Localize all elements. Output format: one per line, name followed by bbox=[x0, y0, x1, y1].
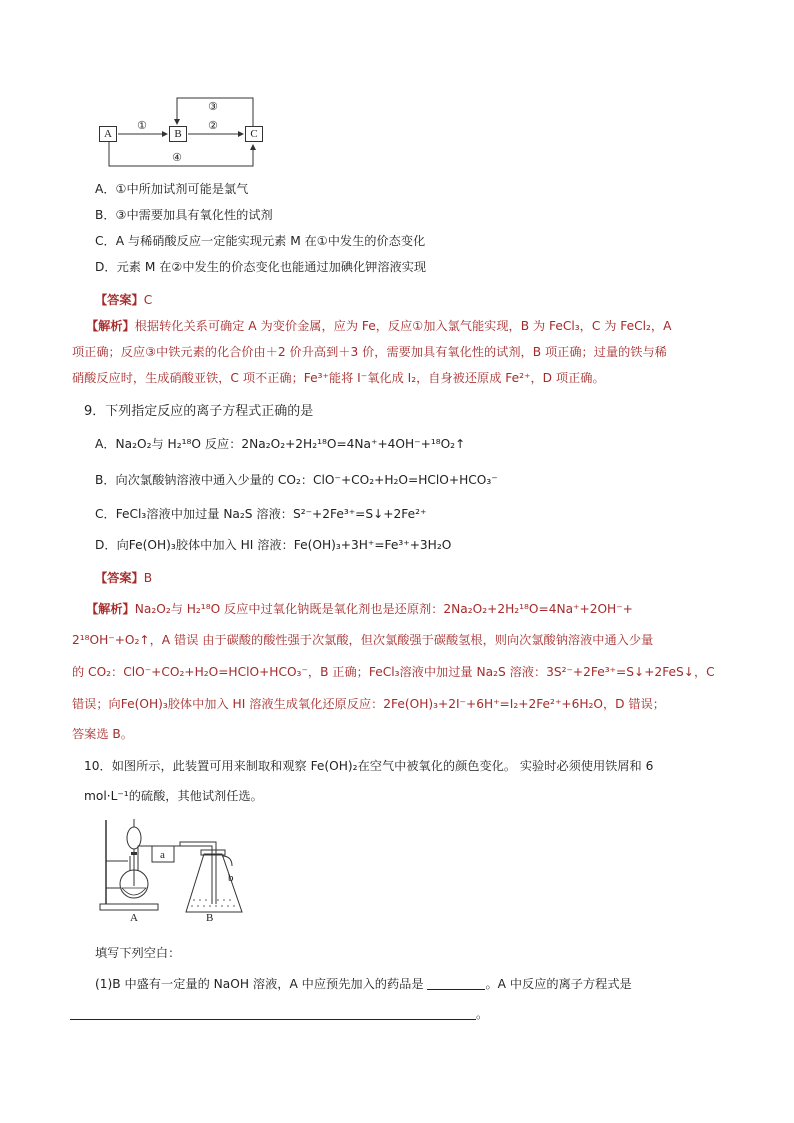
answer-blank[interactable] bbox=[427, 977, 485, 990]
q8-analysis-line1 bbox=[86, 318, 671, 334]
arrow-label-2: ② bbox=[208, 119, 218, 132]
answer-value: C bbox=[143, 293, 153, 307]
q8-option-d: D．元素 M 在②中发生的价态变化也能通过加碘化钾溶液实现 bbox=[95, 260, 427, 274]
arrow-label-3: ③ bbox=[208, 100, 218, 113]
end-mark: 。 bbox=[476, 1007, 489, 1021]
q8-option-b: B．③中需要加具有氧化性的试剂 bbox=[95, 208, 273, 222]
q10-fill-instruction: 填写下列空白： bbox=[95, 946, 181, 960]
sub1-after: 。A 中反应的离子方程式是 bbox=[485, 977, 632, 991]
arrow-label-1: ① bbox=[137, 119, 147, 132]
q9-analysis-line1 bbox=[86, 601, 633, 617]
label-a-tube: a bbox=[160, 849, 165, 861]
label-b-tube: b bbox=[228, 872, 234, 884]
q8-analysis-line2: 项正确；反应③中铁元素的化合价由＋2 价升高到＋3 价，需要加具有氧化性的试剂，B 项正确；过量的铁与稀 bbox=[72, 345, 667, 359]
q8-answer bbox=[95, 292, 152, 308]
label-flask-b: B bbox=[206, 912, 214, 924]
q9-option-c: C．FeCl₃溶液中加过量 Na₂S 溶液：S²⁻+2Fe³⁺=S↓+2Fe²⁺ bbox=[95, 507, 427, 521]
node-a: A bbox=[99, 126, 117, 142]
analysis-text: Na₂O₂与 H₂¹⁸O 反应中过氧化钠既是氧化剂也是还原剂：2Na₂O₂+2H₂¹⁸O=4Na⁺+2OH⁻+ bbox=[134, 602, 633, 616]
apparatus-drawing bbox=[96, 816, 246, 926]
q10-subquestion-1 bbox=[95, 976, 632, 992]
q9-analysis-line2: 2¹⁸OH⁻+O₂↑，A 错误 由于碳酸的酸性强于次氯酸，但次氯酸强于碳酸氢根，则向次氯酸钠溶液中通入少量 bbox=[72, 633, 654, 647]
answer-tag: 【答案】 bbox=[95, 293, 144, 307]
q8-option-c: C．A 与稀硝酸反应一定能实现元素 M 在①中发生的价态变化 bbox=[95, 234, 426, 248]
q9-analysis-line3: 的 CO₂：ClO⁻+CO₂+H₂O=HClO+HCO₃⁻，B 正确；FeCl₃溶液中加过量 Na₂S 溶液：3S²⁻+2Fe³⁺=S↓+2FeS↓，C bbox=[72, 665, 715, 679]
q10-stem-line2: mol·L⁻¹的硫酸，其他试剂任选。 bbox=[84, 789, 263, 803]
q8-option-a: A．①中所加试剂可能是氯气 bbox=[95, 182, 249, 196]
q9-option-a: A．Na₂O₂与 H₂¹⁸O 反应：2Na₂O₂+2H₂¹⁸O=4Na⁺+4OH⁻+¹⁸O₂↑ bbox=[95, 437, 466, 451]
q9-analysis-line5: 答案选 B。 bbox=[72, 727, 133, 741]
analysis-tag: 【解析】 bbox=[86, 602, 135, 616]
node-c: C bbox=[245, 126, 263, 142]
q9-answer bbox=[95, 570, 152, 586]
label-flask-a: A bbox=[130, 912, 138, 924]
q10-stem-line1: 10．如图所示，此装置可用来制取和观察 Fe(OH)₂在空气中被氧化的颜色变化。 实验时必须使用铁屑和 6 bbox=[84, 759, 654, 773]
answer-value: B bbox=[143, 571, 153, 585]
arrow-label-4: ④ bbox=[172, 151, 182, 164]
answer-tag: 【答案】 bbox=[95, 571, 144, 585]
q9-option-b: B．向次氯酸钠溶液中通入少量的 CO₂：ClO⁻+CO₂+H₂O=HClO+HCO₃⁻ bbox=[95, 473, 498, 487]
analysis-text: 根据转化关系可确定 A 为变价金属，应为 Fe，反应①加入氯气能实现，B 为 FeCl₃，C 为 FeCl₂，A bbox=[134, 319, 672, 333]
q9-option-d: D．向Fe(OH)₃胶体中加入 HI 溶液：Fe(OH)₃+3H⁺=Fe³⁺+3H₂O bbox=[95, 538, 452, 552]
sub1-before: (1)B 中盛有一定量的 NaOH 溶液，A 中应预先加入的药品是 bbox=[95, 977, 424, 991]
analysis-tag: 【解析】 bbox=[86, 319, 135, 333]
answer-line[interactable] bbox=[70, 1019, 476, 1020]
conversion-diagram bbox=[96, 95, 266, 167]
q9-stem: 9．下列指定反应的离子方程式正确的是 bbox=[84, 404, 314, 419]
node-b: B bbox=[169, 126, 187, 142]
q9-analysis-line4: 错误；向Fe(OH)₃胶体中加入 HI 溶液生成氧化还原反应：2Fe(OH)₃+2I⁻+6H⁺=I₂+2Fe²⁺+6H₂O，D 错误； bbox=[72, 697, 665, 711]
q8-analysis-line3: 硝酸反应时，生成硝酸亚铁，C 项不正确；Fe³⁺能将 I⁻氧化成 I₂，自身被还原成 Fe²⁺，D 项正确。 bbox=[72, 371, 605, 385]
apparatus-diagram bbox=[96, 816, 246, 926]
